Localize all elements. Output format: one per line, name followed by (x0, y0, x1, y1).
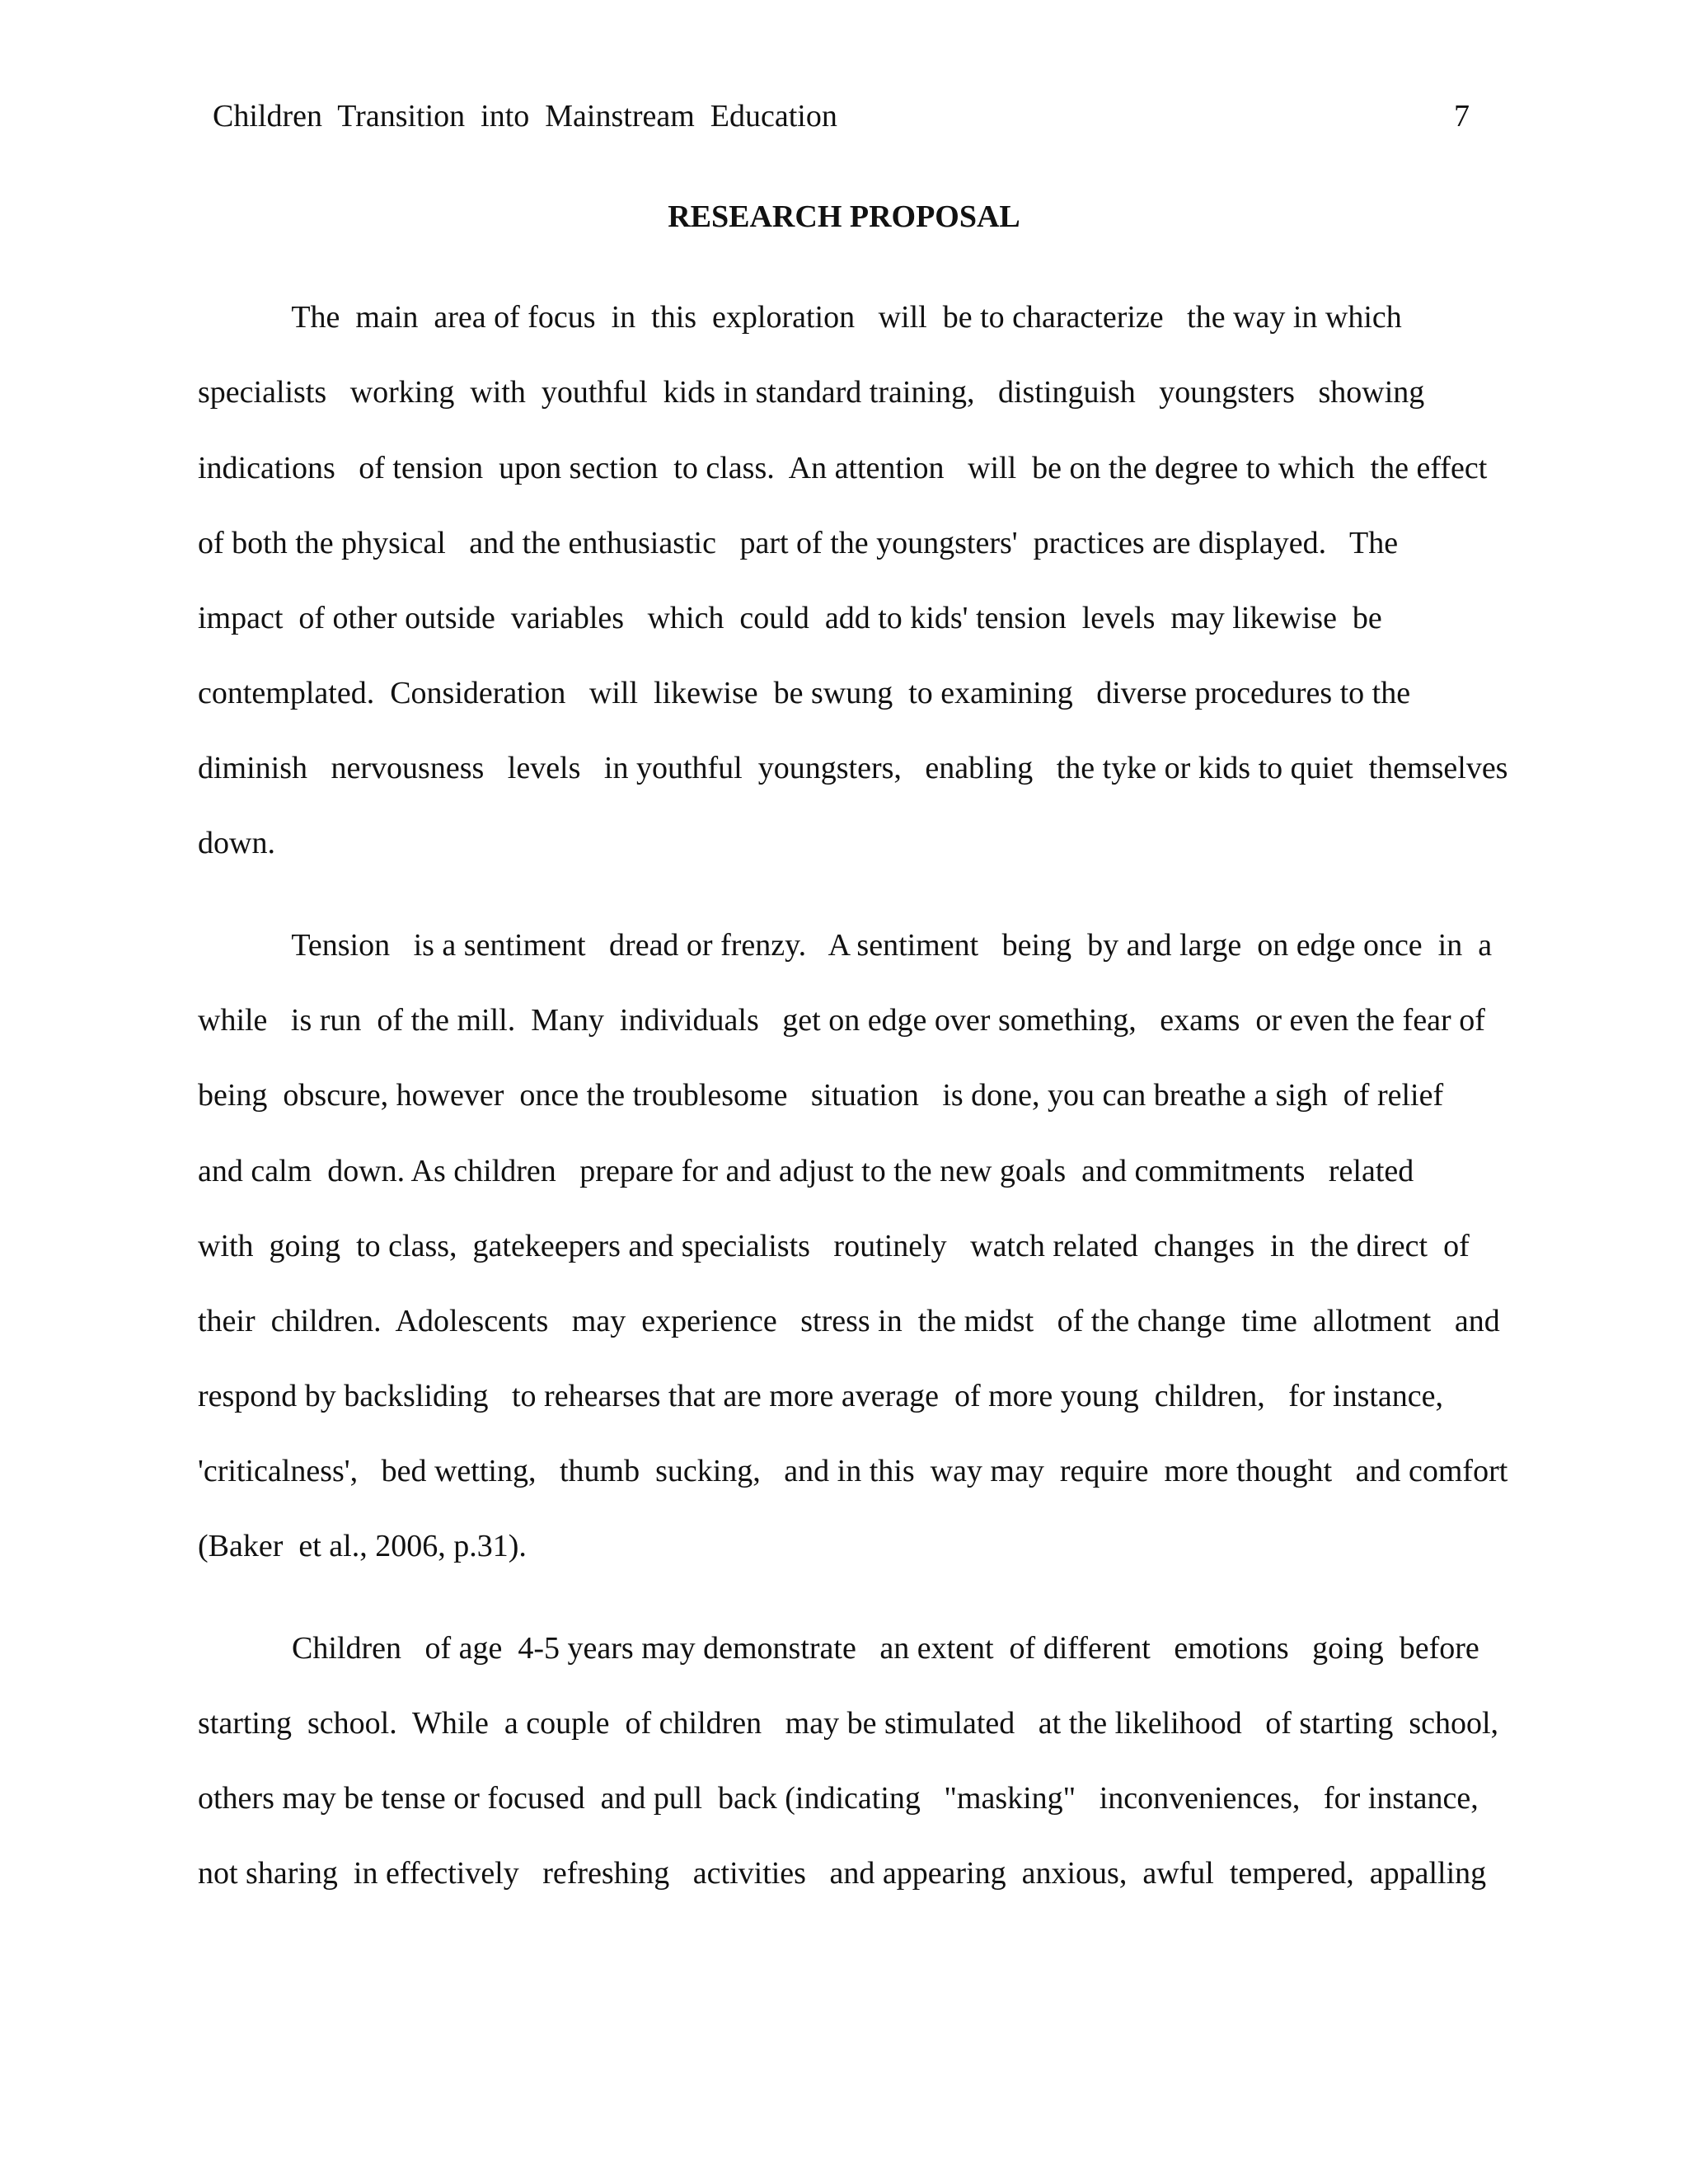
section-heading: RESEARCH PROPOSAL (668, 199, 1020, 234)
text-line: their children. Adolescents may experience stress in the midst of the change time allotment and (198, 1304, 1500, 1338)
text-line: down. (198, 826, 275, 860)
text-line: being obscure, however once the troublesome situation is done, you can breathe a sigh of relief (198, 1078, 1444, 1113)
text-line: of both the physical and the enthusiastic part of the youngsters' practices are displayed. The (198, 526, 1399, 560)
text-line: and calm down. As children prepare for and adjust to the new goals and commitments related (198, 1154, 1414, 1188)
text-line: specialists working with youthful kids in standard training, distinguish youngsters showing (198, 375, 1425, 410)
text-line: diminish nervousness levels in youthful youngsters, enabling the tyke or kids to quiet themselves (198, 751, 1508, 785)
text-line: with going to class, gatekeepers and specialists routinely watch related changes in the direct of (198, 1229, 1470, 1263)
text-line: impact of other outside variables which could add to kids' tension levels may likewise be (198, 601, 1382, 635)
text-line: others may be tense or focused and pull back (indicating "masking" inconveniences, for instance, (198, 1781, 1479, 1816)
text-line: respond by backsliding to rehearses that are more average of more young children, for instance, (198, 1379, 1444, 1413)
text-line: (Baker et al., 2006, p.31). (198, 1529, 527, 1563)
text-line: while is run of the mill. Many individuals get on edge over something, exams or even the fear of (198, 1003, 1485, 1038)
text-line: Children of age 4-5 years may demonstrate an extent of different emotions going before (198, 1631, 1479, 1666)
text-line: Tension is a sentiment dread or frenzy. A sentiment being by and large on edge once in a (198, 928, 1493, 963)
page-number: 7 (1454, 99, 1470, 134)
text-line: 'criticalness', bed wetting, thumb sucking, and in this way may require more thought and comfort (198, 1454, 1508, 1488)
text-line: indications of tension upon section to class. An attention will be on the degree to which the effect (198, 451, 1488, 485)
text-line: The main area of focus in this exploration will be to characterize the way in which (198, 300, 1402, 335)
text-line: not sharing in effectively refreshing activities and appearing anxious, awful tempered, appalling (198, 1856, 1487, 1891)
text-line: starting school. While a couple of children may be stimulated at the likelihood of starting school, (198, 1706, 1499, 1741)
text-line: contemplated. Consideration will likewise be swung to examining diverse procedures to the (198, 676, 1411, 710)
running-head: Children Transition into Mainstream Education (213, 99, 837, 134)
